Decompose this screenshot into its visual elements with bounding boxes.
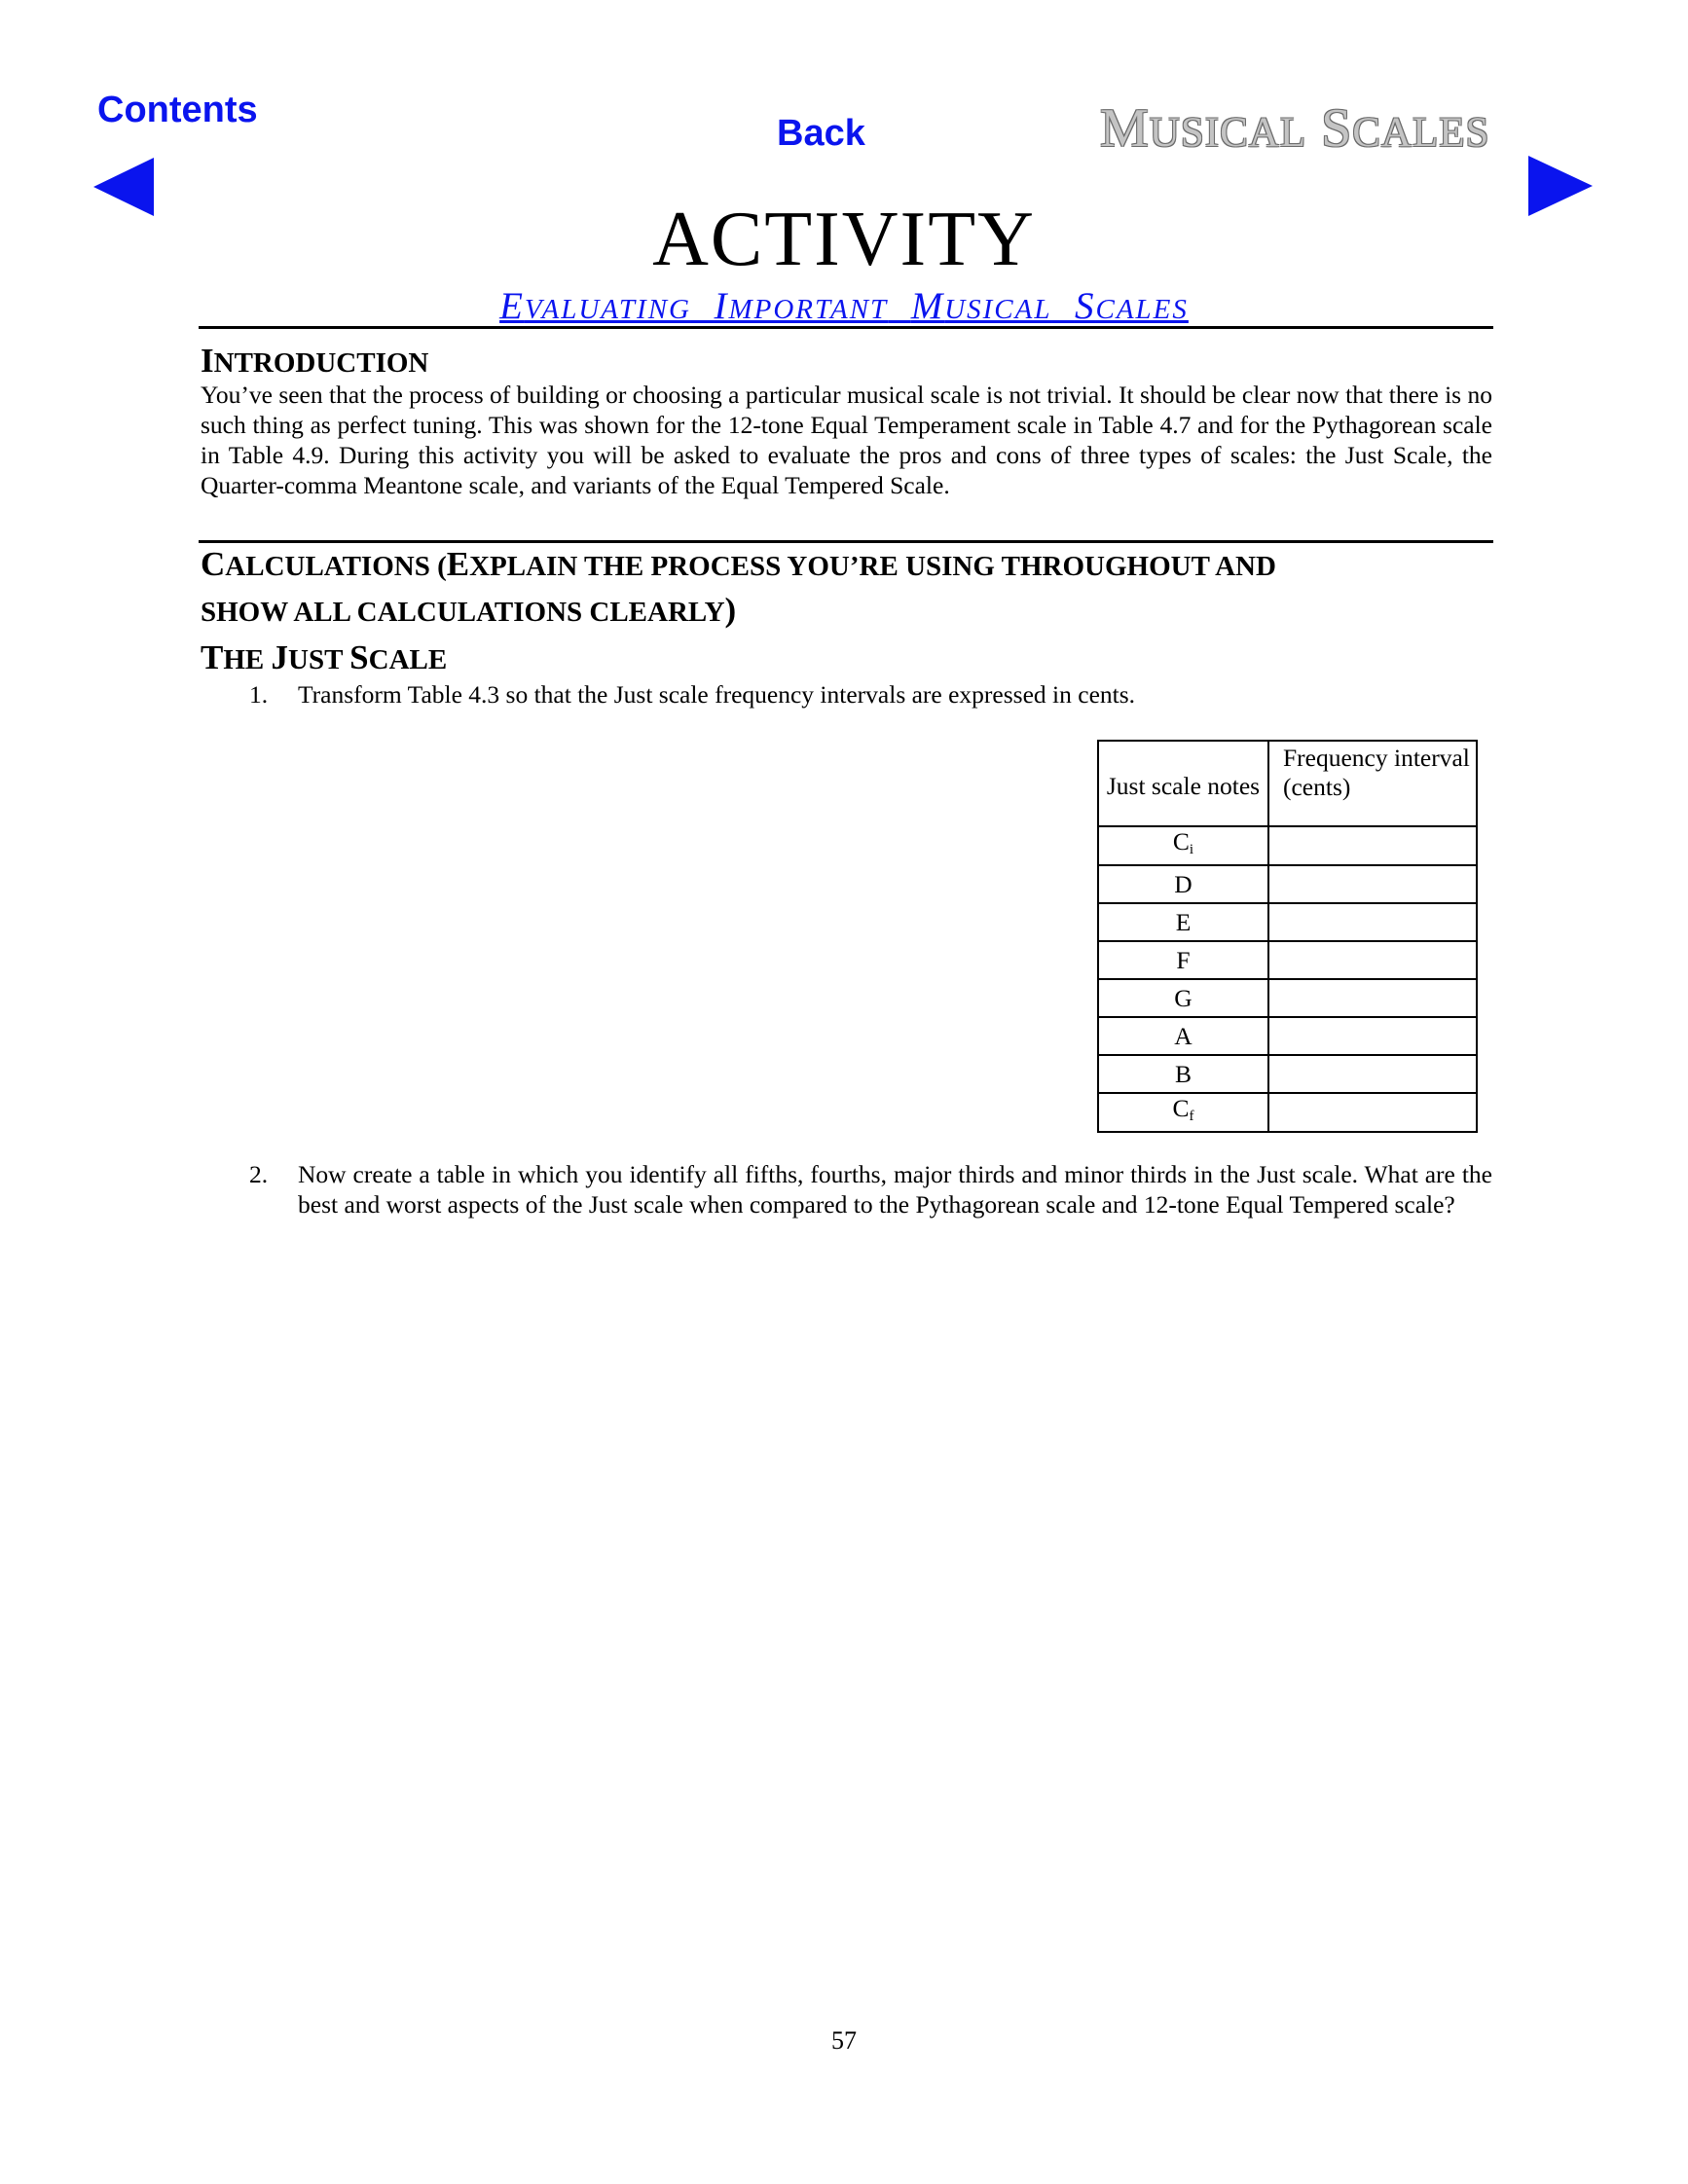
interval-cell[interactable] bbox=[1268, 903, 1477, 941]
interval-cell[interactable] bbox=[1268, 1017, 1477, 1055]
interval-cell[interactable] bbox=[1268, 826, 1477, 865]
table-row bbox=[1098, 941, 1477, 979]
contents-link[interactable]: Contents bbox=[97, 90, 258, 130]
table-row bbox=[1098, 1017, 1477, 1055]
section-heading-calculations: CALCULATIONS (EXPLAIN THE PROCESS YOU’RE USING THROUGHOUT AND SHOW ALL CALCULATIONS CLEARLY) bbox=[201, 545, 1276, 629]
activity-subtitle: EVALUATING IMPORTANT MUSICAL SCALES bbox=[499, 285, 1189, 327]
interval-cell[interactable] bbox=[1268, 865, 1477, 903]
list-item bbox=[249, 1159, 1492, 1219]
interval-cell[interactable] bbox=[1268, 979, 1477, 1017]
note-cell: $C_f$ bbox=[1098, 1093, 1268, 1132]
note-cell: E bbox=[1098, 903, 1268, 941]
table-row bbox=[1098, 1055, 1477, 1093]
divider bbox=[199, 326, 1493, 329]
list-item bbox=[249, 679, 1492, 710]
note-cell: $C_i$ bbox=[1098, 826, 1268, 865]
back-link[interactable]: Back bbox=[777, 113, 865, 154]
note-cell: A bbox=[1098, 1017, 1268, 1055]
introduction-paragraph: You’ve seen that the process of building or choosing a particular musical scale is not trivial. It should be clear now that there is no such thing as perfect tuning. This was shown for the 12-tone Equal Temperament scale in Table 4.7 and for the Pythagorean scale in Table 4.9. During this activity you will be asked to evaluate the pros and cons of three types of scales: the Just Scale, the Quarter-comma Meantone scale, and variants of the Equal Tempered Scale. bbox=[201, 381, 1492, 499]
divider bbox=[199, 540, 1493, 543]
interval-cell[interactable] bbox=[1268, 1055, 1477, 1093]
table-row bbox=[1098, 979, 1477, 1017]
note-cell: G bbox=[1098, 979, 1268, 1017]
list-item-text: Now create a table in which you identify all fifths, fourths, major thirds and minor thirds in the Just scale. What are the best and worst aspects of the Just scale when compared to the Pythagorean scale and 12-tone Equal Tempered scale? bbox=[298, 1160, 1492, 1219]
list-item-text: Transform Table 4.3 so that the Just scale frequency intervals are expressed in cents. bbox=[298, 680, 1136, 709]
table-row bbox=[1098, 903, 1477, 941]
table-row bbox=[1098, 1093, 1477, 1132]
table-row bbox=[1098, 826, 1477, 865]
list-item-number: 2. bbox=[249, 1160, 269, 1188]
section-heading-just-scale: THE JUST SCALE bbox=[201, 638, 448, 676]
note-cell: F bbox=[1098, 941, 1268, 979]
table-row bbox=[1098, 865, 1477, 903]
interval-cell[interactable] bbox=[1268, 941, 1477, 979]
table-header-notes: Just scale notes bbox=[1098, 741, 1268, 826]
just-scale-table bbox=[1097, 740, 1478, 1133]
interval-cell[interactable] bbox=[1268, 1093, 1477, 1132]
page-number: 57 bbox=[831, 2026, 857, 2055]
table-header-interval: Frequency interval (cents) bbox=[1268, 741, 1477, 826]
list-item-number: 1. bbox=[249, 680, 269, 709]
running-head-musical-scales: MUSICAL SCALES bbox=[1100, 98, 1490, 159]
page-title: ACTIVITY bbox=[652, 197, 1036, 282]
section-heading-introduction: INTRODUCTION bbox=[201, 342, 429, 380]
note-cell: D bbox=[1098, 865, 1268, 903]
note-cell: B bbox=[1098, 1055, 1268, 1093]
